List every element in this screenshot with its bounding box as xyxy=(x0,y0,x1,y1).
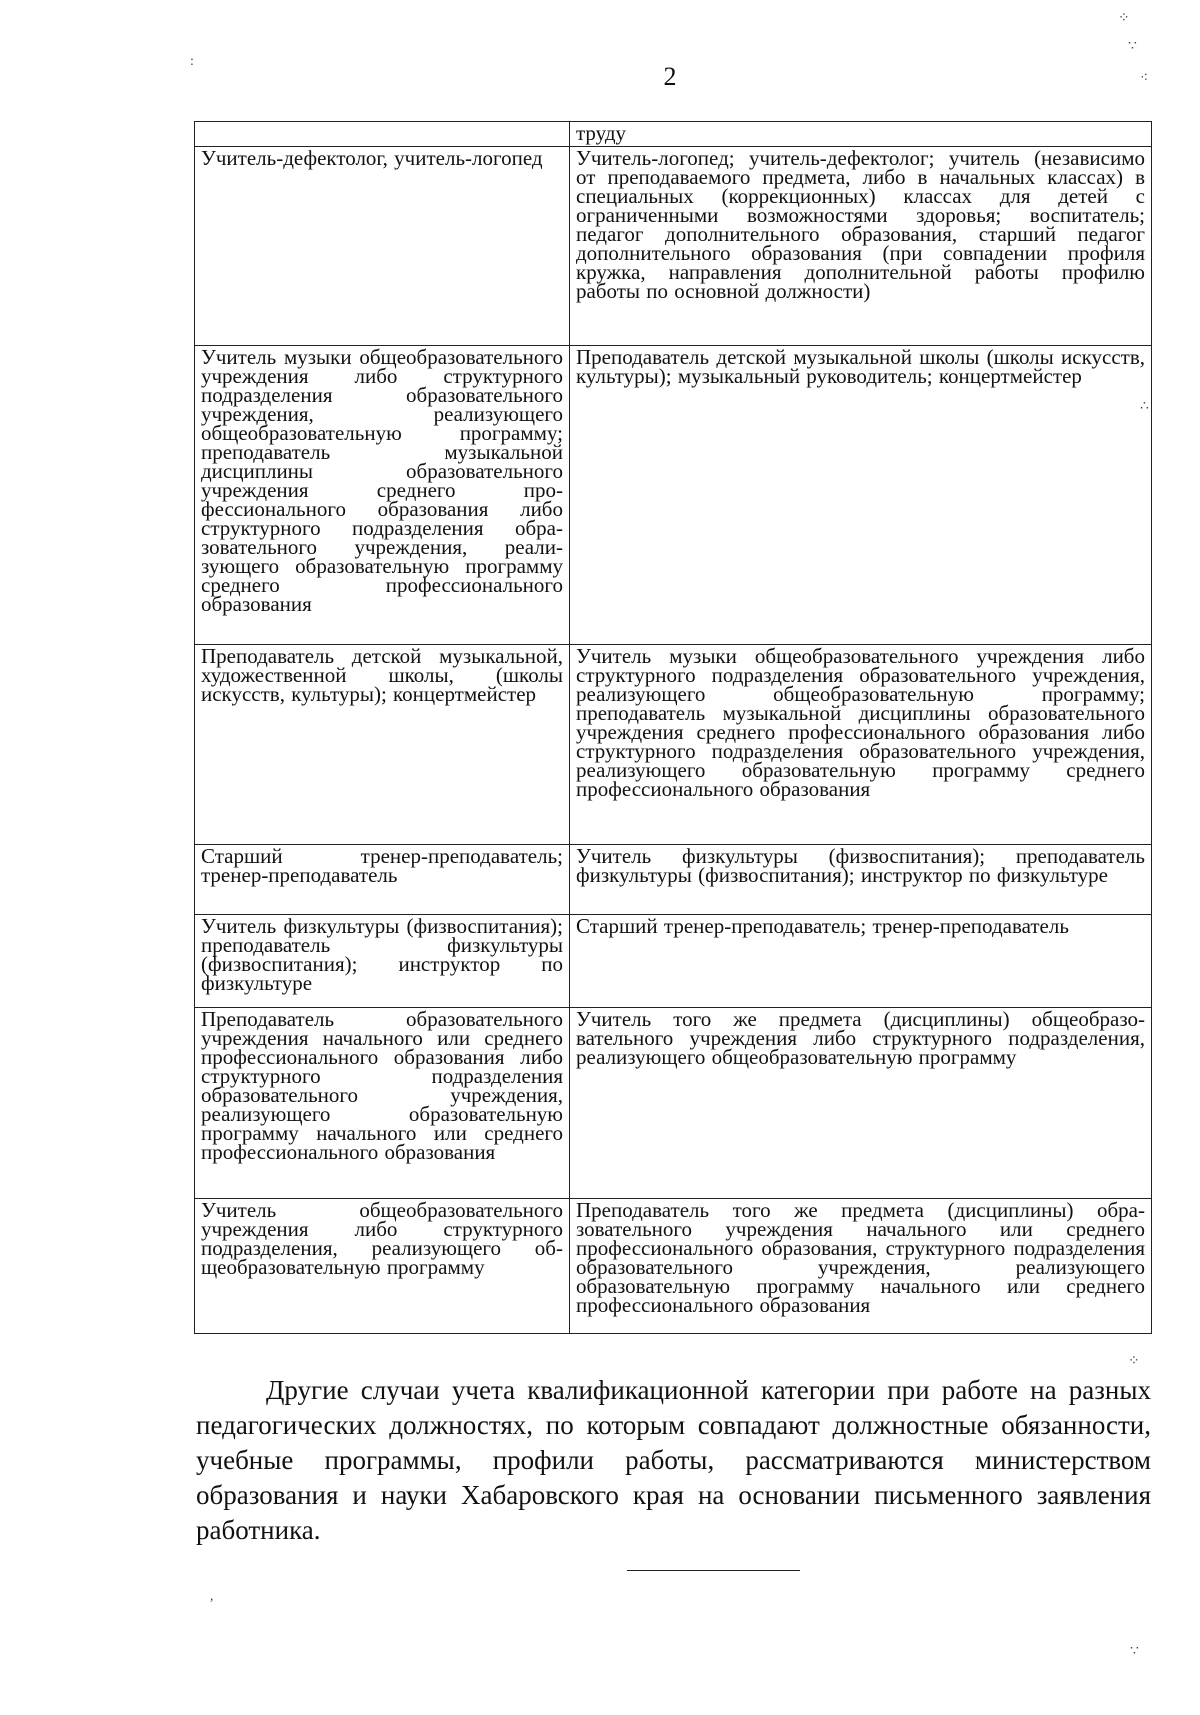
table-cell-right: Учитель того же предмета (дисциплины) общеобразовательного учреждения либо структурного подразделения, реализующего общеобразовательную программу xyxy=(570,1008,1152,1199)
table-row xyxy=(195,645,1152,845)
table-row xyxy=(195,915,1152,1008)
table-row xyxy=(195,122,1152,147)
table-cell-left: Учитель физкультуры (физвоспитания); преподаватель физкультуры (физвоспитания); инструктор по физкультуре xyxy=(195,915,570,1008)
table-cell-right: Учитель-логопед; учитель-дефектолог; учитель (независимо от преподаваемого предмета, либо в начальных классах) в специальных (коррекционных) классах для детей с ограниченными возможностями здоровья; воспитатель; педагог дополнительного образования, старший педагог дополнительного образования (при совпадении профиля кружка, направления дополнительной работы профилю работы по основной должности) xyxy=(570,147,1152,346)
table-cell-left: Преподаватель детской музыкальной, художественной школы, (школы искусств, культуры); концертмейстер xyxy=(195,645,570,845)
table-row xyxy=(195,1199,1152,1334)
table-row xyxy=(195,147,1152,346)
scan-speck: ∴ xyxy=(1140,399,1149,414)
table-cell-left: Старший тренер-преподаватель; тренер-преподаватель xyxy=(195,845,570,915)
table-cell-left xyxy=(195,122,570,147)
table-cell-right: Преподаватель детской музыкальной школы (школы искусств, культуры); музыкальный руководитель; концертмейстер xyxy=(570,346,1152,645)
scan-speck: ⁘ xyxy=(1118,11,1130,26)
positions-table xyxy=(194,121,1152,1334)
scan-speck: ⁖ xyxy=(1140,71,1149,86)
table-row xyxy=(195,346,1152,645)
table-cell-left: Преподаватель образовательного учреждения начального или среднего профессионального образования либо структурного подразделения образовательного учреждения, реализующего образовательную программу начального или среднего профессионального образования xyxy=(195,1008,570,1199)
scan-speck: ∵ xyxy=(1128,39,1137,54)
end-rule xyxy=(627,1570,800,1571)
table-cell-right: Учитель музыки общеобразовательного учреждения либо структурного подразделения образовательного учреждения, реализующего общеобразовательную программу; преподаватель музыкальной дисциплины образовательного учреждения среднего профессионального образования либо структурного подразделения образовательного учреждения, реализующего образовательную программу среднего профессионального образования xyxy=(570,645,1152,845)
table-cell-left: Учитель музыки общеобразовательного учреждения либо структурного подразделения образовательного учреждения, реализующего общеобразовательную программу; преподаватель музыкальной дисциплины образовательного учреждения среднего профессионального образования либо структурного подразделения образовательного учреждения, реализующего образовательную программу среднего профессионального образования xyxy=(195,346,570,645)
scan-speck: , xyxy=(210,1589,214,1604)
page-number: 2 xyxy=(663,62,677,91)
closing-paragraph: Другие случаи учета квалификационной категории при работе на разных педагогических должностях, по которым совпадают должностные обязанности, учебные программы, профили работы, рассматриваются министерством образования и науки Хабаровского края на основании письменного заявления работника. xyxy=(196,1375,1151,1545)
table-row xyxy=(195,1008,1152,1199)
table-cell-right: Учитель физкультуры (физвоспитания); преподаватель физкультуры (физвоспитания); инструктор по физкультуре xyxy=(570,845,1152,915)
table-cell-right: Преподаватель того же предмета (дисциплины) образовательного учреждения начального или среднего профессионального образования, структурного подразделения образовательного учреждения, реализующего образовательную программу начального или среднего профессионального образования xyxy=(570,1199,1152,1334)
scan-speck: ⁘ xyxy=(1128,1354,1140,1369)
table-cell-left: Учитель-дефектолог, учитель-логопед xyxy=(195,147,570,346)
table-cell-right: труду xyxy=(570,122,1152,147)
table-cell-right: Старший тренер-преподаватель; тренер-преподаватель xyxy=(570,915,1152,1008)
table-row xyxy=(195,845,1152,915)
table-cell-left: Учитель общеобразовательного учреждения либо структурного подразделения, реализующего общеобразовательную программу xyxy=(195,1199,570,1334)
scan-speck: ∵ xyxy=(1130,1644,1139,1659)
scan-speck: : xyxy=(190,54,194,69)
